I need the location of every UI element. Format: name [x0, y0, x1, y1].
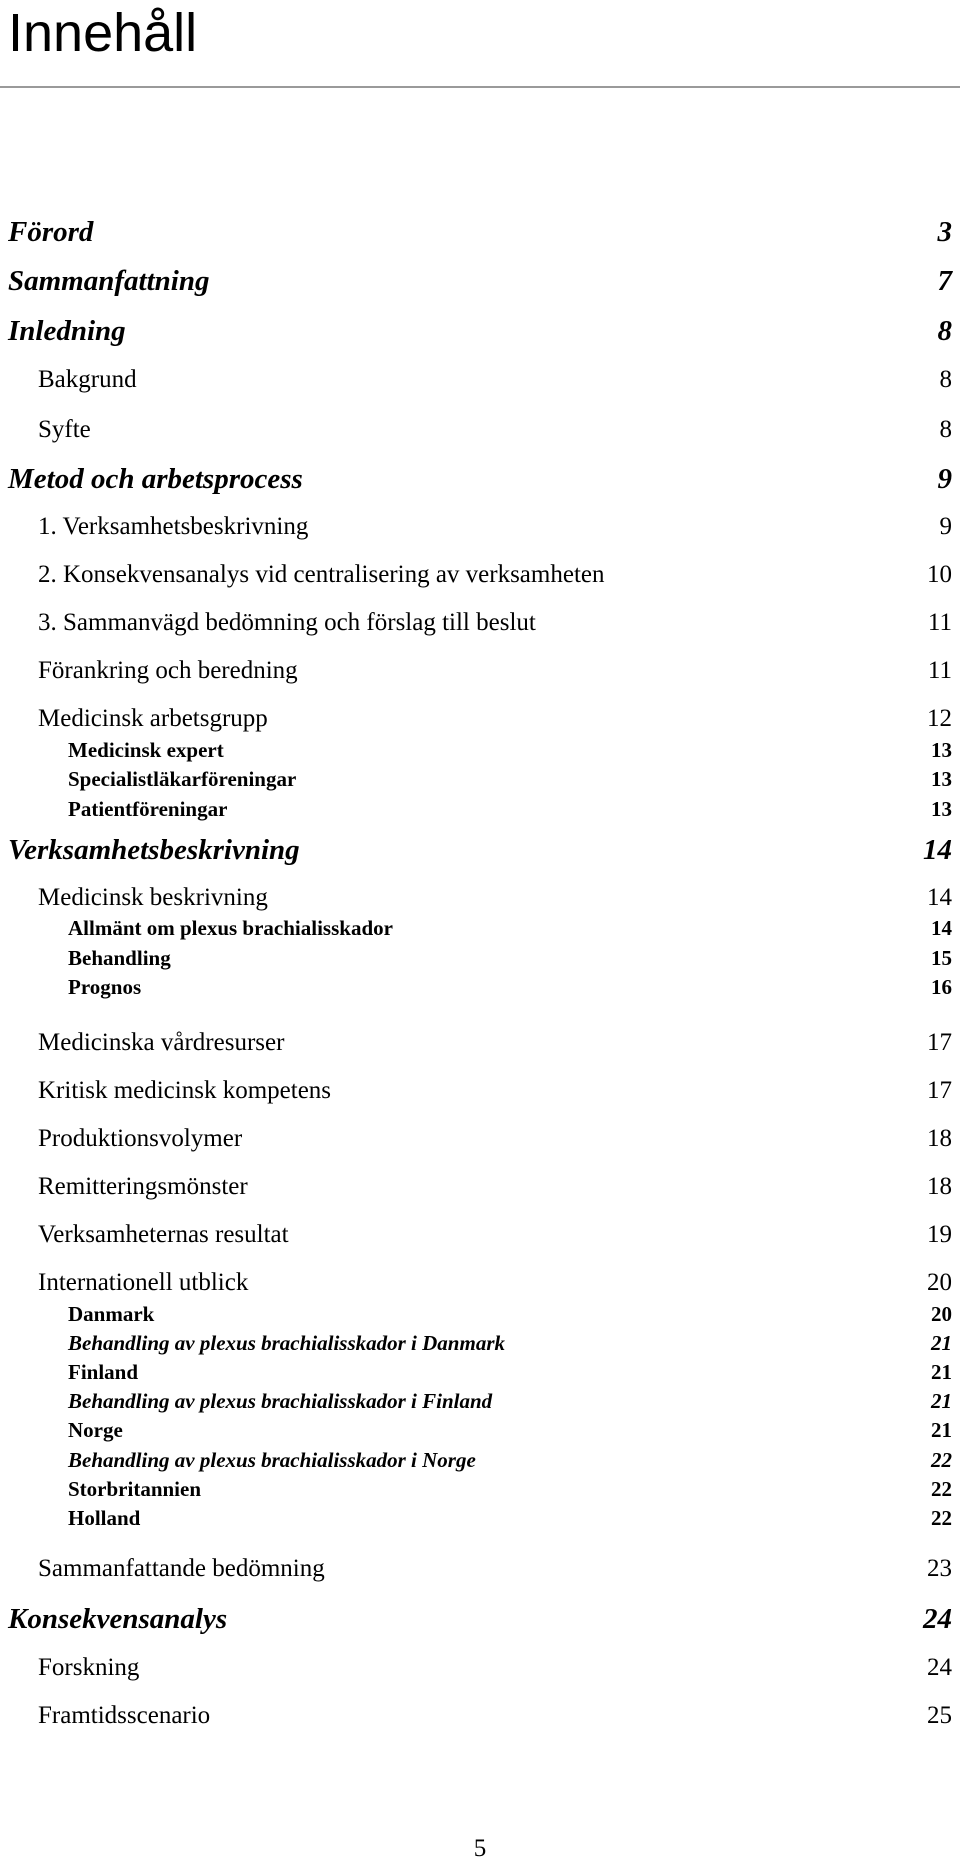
- toc-entry[interactable]: [38, 885, 952, 910]
- toc-entry[interactable]: [8, 267, 952, 296]
- toc-entry[interactable]: [38, 1030, 952, 1055]
- toc-entry-label: Holland: [68, 1506, 141, 1530]
- toc-entry-label: Sammanfattning: [8, 265, 210, 297]
- toc-entry-page: 14: [931, 916, 952, 940]
- toc-entry[interactable]: [38, 562, 952, 587]
- toc-entry-page: 25: [927, 1702, 952, 1729]
- toc-entry-page: 9: [939, 513, 952, 540]
- toc-entry[interactable]: [68, 1333, 952, 1354]
- toc-entry[interactable]: [38, 1556, 952, 1581]
- toc-entry-page: 17: [927, 1077, 952, 1104]
- toc-entry[interactable]: [68, 1479, 952, 1500]
- toc-entry[interactable]: [38, 1703, 952, 1728]
- toc-entry-label: Medicinsk beskrivning: [38, 884, 268, 911]
- toc-entry-page: 13: [931, 767, 952, 791]
- toc-entry[interactable]: [38, 1655, 952, 1680]
- toc-entry[interactable]: [68, 1450, 952, 1471]
- toc-entry[interactable]: [68, 740, 952, 761]
- toc-entry-label: Behandling av plexus brachialisskador i Danmark: [68, 1331, 505, 1355]
- toc-entry-page: 8: [939, 416, 952, 443]
- toc-entry-label: Specialistläkarföreningar: [68, 767, 297, 791]
- toc-entry[interactable]: [38, 610, 952, 635]
- toc-entry[interactable]: [8, 465, 952, 494]
- toc-entry-label: Finland: [68, 1360, 139, 1384]
- toc-entry-label: Patientföreningar: [68, 797, 228, 821]
- toc-entry-page: 22: [931, 1506, 952, 1530]
- toc-entry-label: Medicinsk expert: [68, 738, 224, 762]
- page-number: 5: [473, 1835, 487, 1862]
- toc-entry-label: 2. Konsekvensanalys vid centralisering av verksamheten: [38, 561, 605, 588]
- toc-entry-label: Norge: [68, 1418, 123, 1442]
- toc-entry-page: 24: [923, 1603, 952, 1635]
- toc-entry[interactable]: [68, 1362, 952, 1383]
- toc-entry[interactable]: [38, 658, 952, 683]
- toc-entry-page: 7: [937, 265, 952, 297]
- toc-entry-label: Behandling av plexus brachialisskador i Finland: [68, 1389, 493, 1413]
- toc-entry-label: Konsekvensanalys: [8, 1603, 228, 1635]
- toc-entry-page: 13: [931, 738, 952, 762]
- toc-entry-label: 1. Verksamhetsbeskrivning: [38, 513, 309, 540]
- toc-entry-label: Verksamheternas resultat: [38, 1221, 289, 1248]
- toc-entry-page: 17: [927, 1029, 952, 1056]
- toc-entry-page: 15: [931, 946, 952, 970]
- toc-entry[interactable]: [68, 977, 952, 998]
- toc-entry-page: 9: [937, 463, 952, 495]
- toc-entry[interactable]: [38, 514, 952, 539]
- toc-entry[interactable]: [68, 948, 952, 969]
- toc-entry-label: Produktionsvolymer: [38, 1125, 243, 1152]
- toc-entry-label: Medicinska vårdresurser: [38, 1029, 285, 1056]
- toc-entry[interactable]: [8, 218, 952, 247]
- toc-entry[interactable]: [38, 417, 952, 442]
- toc-entry-page: 12: [927, 705, 952, 732]
- toc-entry[interactable]: [38, 1126, 952, 1151]
- toc-entry-page: 11: [927, 657, 952, 684]
- toc-entry-label: Behandling av plexus brachialisskador i Norge: [68, 1448, 476, 1472]
- toc-entry[interactable]: [8, 1605, 952, 1634]
- toc-entry-label: Bakgrund: [38, 366, 137, 393]
- toc-entry[interactable]: [68, 918, 952, 939]
- toc-entry[interactable]: [68, 1508, 952, 1529]
- toc-entry-page: 14: [927, 884, 952, 911]
- toc-entry-label: Medicinsk arbetsgrupp: [38, 705, 268, 732]
- toc-entry[interactable]: [68, 1304, 952, 1325]
- toc-entry-page: 19: [927, 1221, 952, 1248]
- toc-entry-label: Verksamhetsbeskrivning: [8, 834, 300, 866]
- toc-entry[interactable]: [38, 1078, 952, 1103]
- toc-entry-page: 14: [923, 834, 952, 866]
- toc-entry-page: 20: [931, 1302, 952, 1326]
- toc-entry-label: Inledning: [8, 315, 126, 347]
- toc-entry[interactable]: [8, 836, 952, 865]
- toc-entry-page: 21: [931, 1389, 952, 1413]
- toc-entry-page: 18: [927, 1125, 952, 1152]
- toc-entry[interactable]: [68, 1420, 952, 1441]
- toc-entry-page: 21: [931, 1331, 952, 1355]
- toc-entry[interactable]: [68, 769, 952, 790]
- toc-entry-page: 21: [931, 1360, 952, 1384]
- toc-entry[interactable]: [38, 1270, 952, 1295]
- toc-entry-label: Remitteringsmönster: [38, 1173, 248, 1200]
- toc-entry-page: 10: [927, 561, 952, 588]
- toc-entry-page: 24: [927, 1654, 952, 1681]
- toc-entry[interactable]: [38, 1174, 952, 1199]
- toc-entry-page: 16: [931, 975, 952, 999]
- toc-entry-label: Sammanfattande bedömning: [38, 1555, 325, 1582]
- toc-entry-label: 3. Sammanvägd bedömning och förslag till beslut: [38, 609, 536, 636]
- page-title: Innehåll: [8, 3, 198, 63]
- toc-entry[interactable]: [68, 1391, 952, 1412]
- toc-entry[interactable]: [38, 1222, 952, 1247]
- toc-entry-page: 18: [927, 1173, 952, 1200]
- toc-entry-label: Metod och arbetsprocess: [8, 463, 303, 495]
- toc-entry-page: 20: [927, 1269, 952, 1296]
- toc-entry-page: 21: [931, 1418, 952, 1442]
- toc-entry-page: 8: [939, 366, 952, 393]
- toc-entry[interactable]: [38, 367, 952, 392]
- toc-entry-page: 22: [931, 1448, 952, 1472]
- toc-entry[interactable]: [8, 317, 952, 346]
- toc-entry[interactable]: [68, 799, 952, 820]
- toc-entry-page: 22: [931, 1477, 952, 1501]
- toc-entry-label: Framtidsscenario: [38, 1702, 211, 1729]
- toc-entry-label: Forskning: [38, 1654, 140, 1681]
- toc-entry-label: Behandling: [68, 946, 171, 970]
- toc-entry-label: Förord: [8, 216, 94, 248]
- toc-entry-label: Allmänt om plexus brachialisskador: [68, 916, 393, 940]
- toc-entry[interactable]: [38, 706, 952, 731]
- toc-entry-page: 8: [937, 315, 952, 347]
- toc-entry-label: Kritisk medicinsk kompetens: [38, 1077, 332, 1104]
- toc-entry-page: 13: [931, 797, 952, 821]
- toc-entry-label: Internationell utblick: [38, 1269, 249, 1296]
- toc-entry-label: Syfte: [38, 416, 91, 443]
- toc-entry-label: Danmark: [68, 1302, 155, 1326]
- toc-entry-label: Prognos: [68, 975, 142, 999]
- toc-entry-page: 3: [937, 216, 952, 248]
- toc-entry-label: Förankring och beredning: [38, 657, 298, 684]
- toc-entry-page: 23: [927, 1555, 952, 1582]
- toc-entry-page: 11: [927, 609, 952, 636]
- toc-entry-label: Storbritannien: [68, 1477, 202, 1501]
